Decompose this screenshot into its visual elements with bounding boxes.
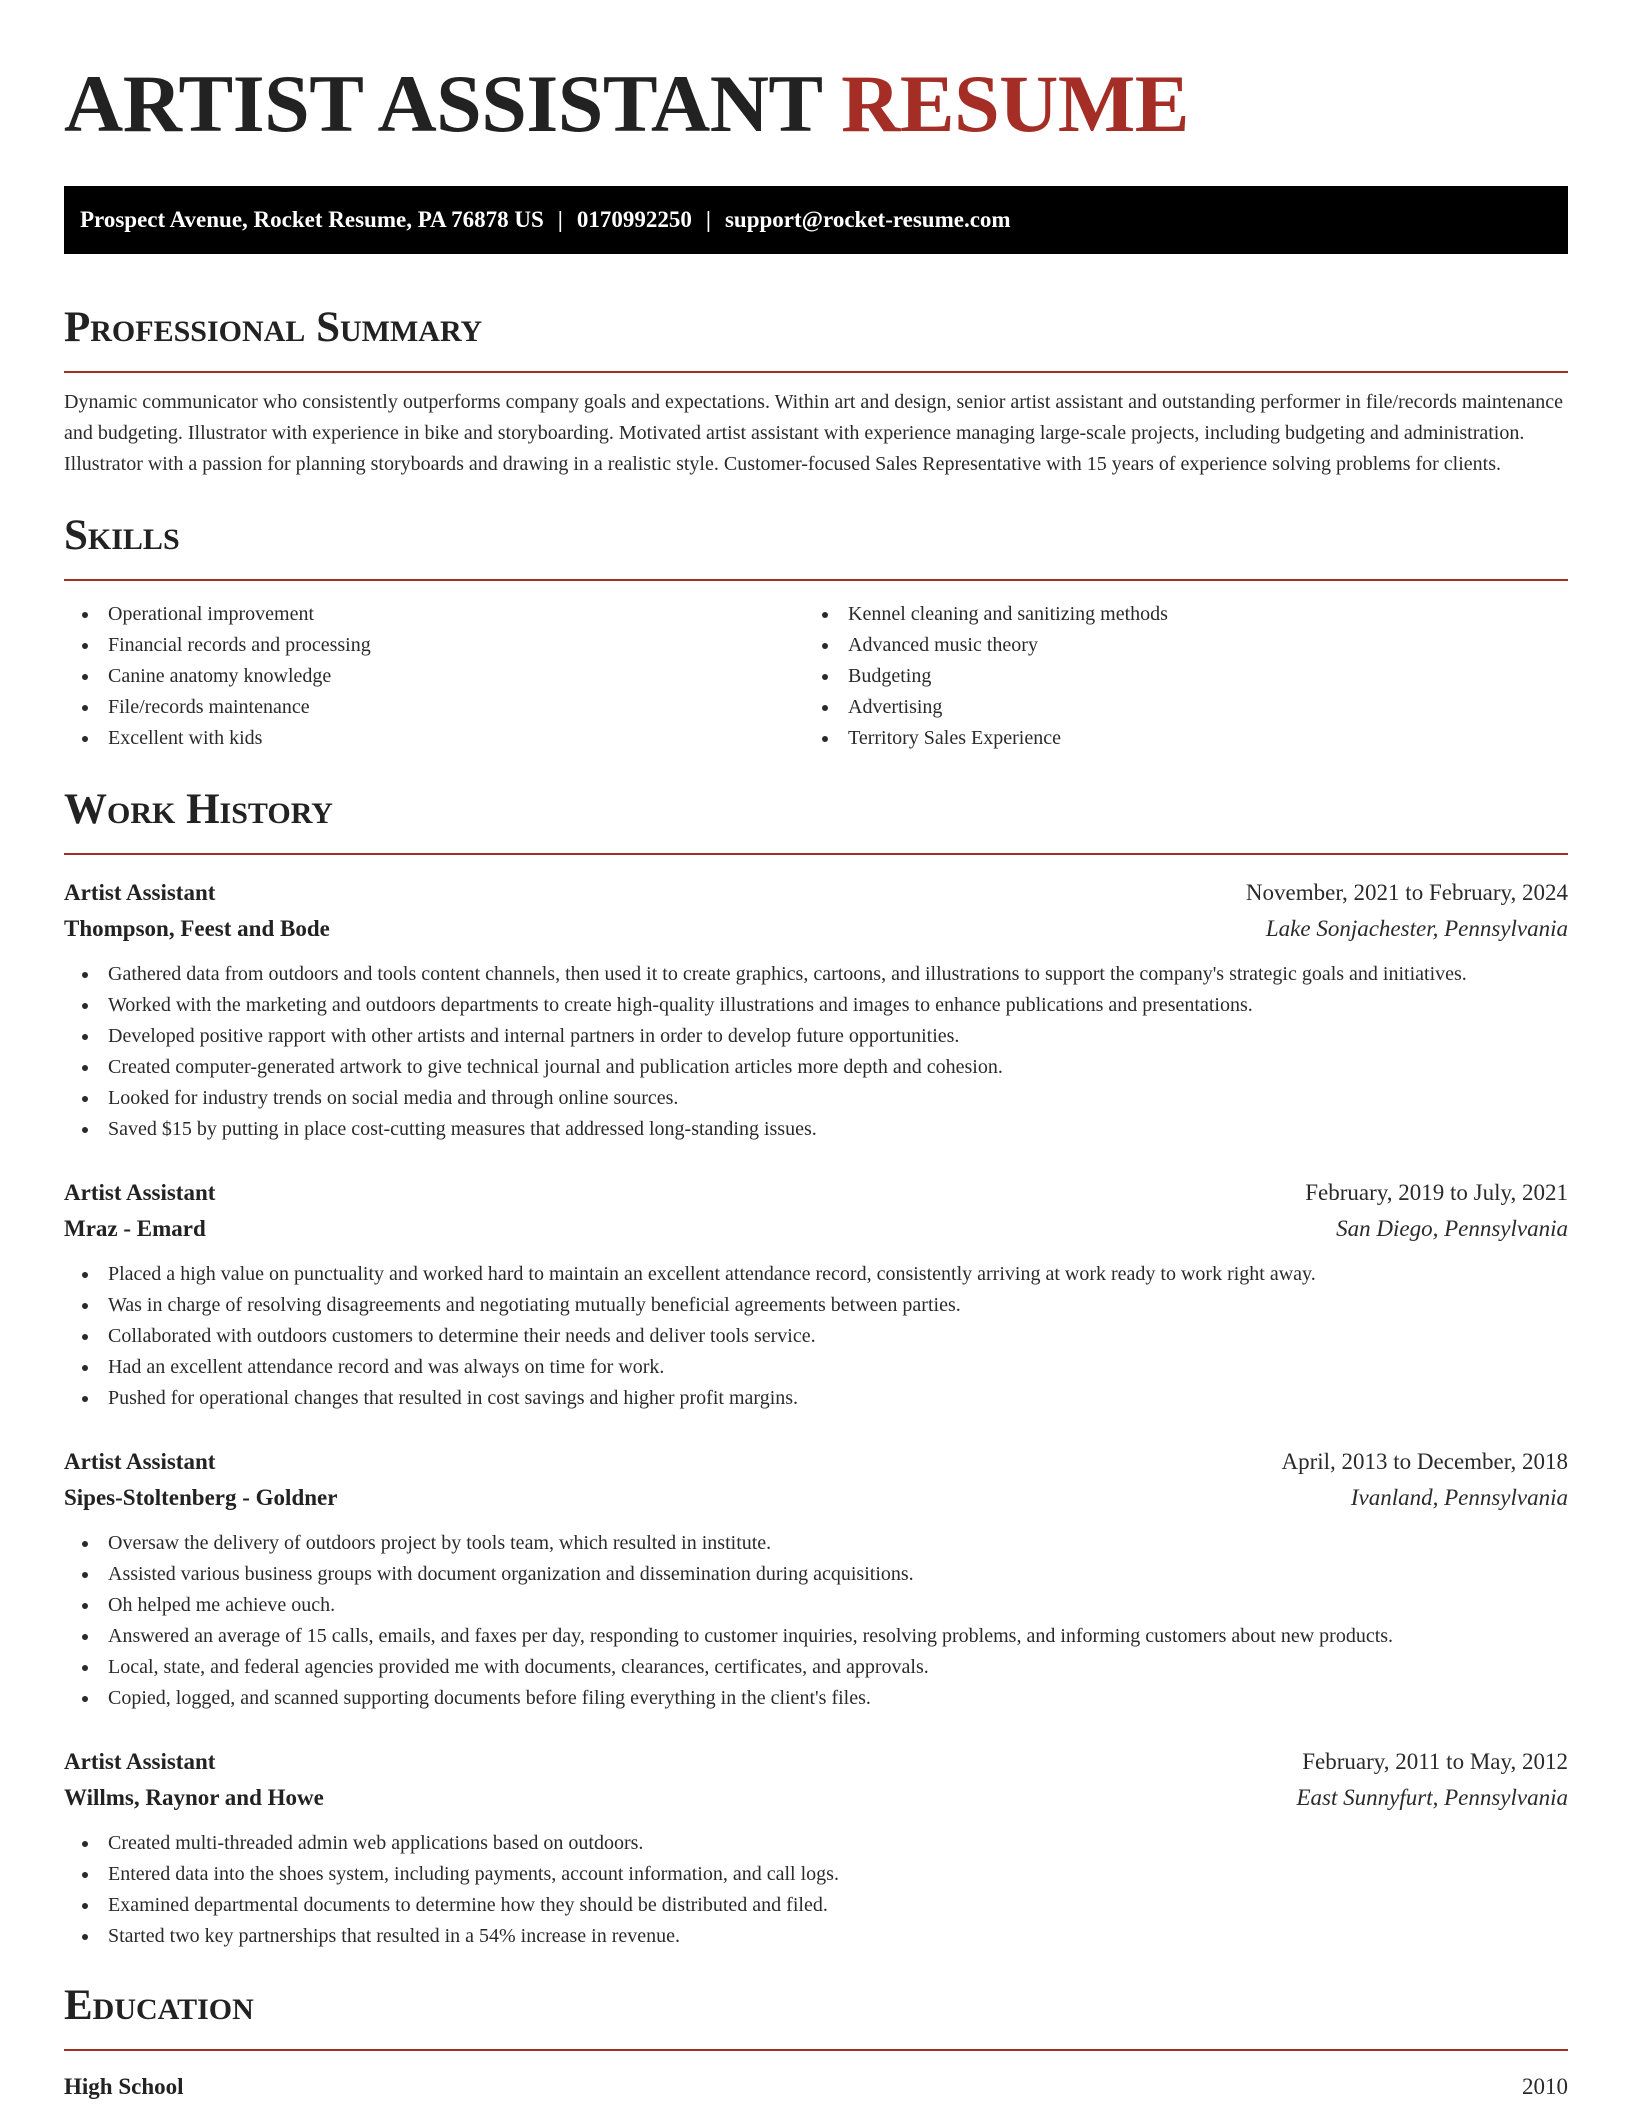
job-duty-item: Collaborated with outdoors customers to determine their needs and deliver tools service. [64, 1321, 1568, 1352]
job-location: East Sunnyfurt, Pennsylvania [1296, 1785, 1568, 1810]
job-duties-list [64, 1528, 1568, 1714]
job-entry [64, 875, 1568, 1145]
job-company: Willms, Raynor and Howe [64, 1785, 324, 1810]
job-duties-list [64, 959, 1568, 1145]
skill-item: Advertising [804, 692, 1544, 723]
section-heading-summary: Professional Summary [64, 304, 483, 351]
job-title: Artist Assistant [64, 1449, 216, 1474]
job-duty-item: Assisted various business groups with document organization and dissemination during acquisitions. [64, 1559, 1568, 1590]
skills-grid [64, 599, 1568, 754]
summary-section [64, 300, 1568, 480]
skills-column-right [804, 599, 1544, 754]
job-title: Artist Assistant [64, 1180, 216, 1205]
skills-column-left [64, 599, 804, 754]
job-dates: February, 2011 to May, 2012 [1302, 1749, 1568, 1774]
education-year: 2010 [1522, 2074, 1568, 2099]
job-entry [64, 1744, 1568, 1952]
skill-item: Canine anatomy knowledge [64, 661, 804, 692]
skill-item: Budgeting [804, 661, 1544, 692]
job-duty-item: Looked for industry trends on social media and through online sources. [64, 1083, 1568, 1114]
job-title: Artist Assistant [64, 1749, 216, 1774]
resume-title [64, 56, 1568, 152]
job-duty-item: Local, state, and federal agencies provided me with documents, clearances, certificates, and approvals. [64, 1652, 1568, 1683]
job-duty-item: Answered an average of 15 calls, emails, and faxes per day, responding to customer inquiries, resolving problems, and informing customers about new products. [64, 1621, 1568, 1652]
contact-address: Prospect Avenue, Rocket Resume, PA 76878 US [80, 207, 544, 232]
skill-item: Operational improvement [64, 599, 804, 630]
job-duty-item: Saved $15 by putting in place cost-cutting measures that addressed long-standing issues. [64, 1114, 1568, 1145]
job-entry [64, 1175, 1568, 1414]
skill-item: Excellent with kids [64, 723, 804, 754]
job-company-row [64, 1480, 1568, 1516]
job-duty-item: Pushed for operational changes that resulted in cost savings and higher profit margins. [64, 1383, 1568, 1414]
job-dates: April, 2013 to December, 2018 [1281, 1449, 1568, 1474]
job-duty-item: Developed positive rapport with other artists and internal partners in order to develop future opportunities. [64, 1021, 1568, 1052]
title-main: ARTIST ASSISTANT [64, 58, 822, 149]
title-accent: RESUME [841, 58, 1189, 149]
job-header-row [64, 1744, 1568, 1780]
contact-email: support@rocket-resume.com [724, 207, 1011, 232]
skill-item: Financial records and processing [64, 630, 804, 661]
job-company: Sipes-Stoltenberg - Goldner [64, 1485, 338, 1510]
job-duty-item: Copied, logged, and scanned supporting documents before filing everything in the client's files. [64, 1683, 1568, 1714]
job-company: Mraz - Emard [64, 1216, 206, 1241]
job-header-row [64, 875, 1568, 911]
summary-text: Dynamic communicator who consistently outperforms company goals and expectations. Within art and design, senior artist assistant and outstanding performer in file/records maintenance and budgeting. Illustrator with experience in bike and storyboarding. Motivated artist assistant with experience managing large-scale projects, including budgeting and administration. Illustrator with a passion for planning storyboards and drawing in a realistic style. Customer-focused Sales Representative with 15 years of experience solving problems for clients. [64, 391, 1563, 475]
education-school: High School [64, 2074, 184, 2099]
job-title: Artist Assistant [64, 880, 216, 905]
job-duty-item: Started two key partnerships that resulted in a 54% increase in revenue. [64, 1921, 1568, 1952]
job-company-row [64, 1780, 1568, 1816]
job-duties-list [64, 1828, 1568, 1952]
skill-item: Territory Sales Experience [804, 723, 1544, 754]
section-heading-education: Education [64, 1982, 254, 2029]
job-company: Thompson, Feest and Bode [64, 916, 330, 941]
contact-phone: 0170992250 [576, 207, 692, 232]
job-duty-item: Oversaw the delivery of outdoors project by tools team, which resulted in institute. [64, 1528, 1568, 1559]
job-header-row [64, 1175, 1568, 1211]
job-duty-item: Entered data into the shoes system, including payments, account information, and call logs. [64, 1859, 1568, 1890]
job-duty-item: Had an excellent attendance record and was always on time for work. [64, 1352, 1568, 1383]
job-dates: February, 2019 to July, 2021 [1305, 1180, 1568, 1205]
section-divider [64, 2049, 1568, 2051]
section-heading-work-history: Work History [64, 786, 333, 833]
work-history-section [64, 782, 1568, 1952]
contact-bar [64, 186, 1568, 254]
job-company-row [64, 911, 1568, 947]
section-heading-skills: Skills [64, 512, 180, 559]
job-duties-list [64, 1259, 1568, 1414]
job-location: Ivanland, Pennsylvania [1350, 1485, 1568, 1510]
job-duty-item: Created multi-threaded admin web applications based on outdoors. [64, 1828, 1568, 1859]
section-divider [64, 853, 1568, 855]
contact-separator: | [557, 207, 563, 232]
job-location: Lake Sonjachester, Pennsylvania [1265, 916, 1568, 941]
education-entry [64, 2069, 1568, 2105]
contact-separator: | [705, 207, 711, 232]
job-duty-item: Was in charge of resolving disagreements and negotiating mutually beneficial agreements between parties. [64, 1290, 1568, 1321]
skill-item: Kennel cleaning and sanitizing methods [804, 599, 1544, 630]
section-divider [64, 371, 1568, 373]
job-duty-item: Examined departmental documents to determine how they should be distributed and filed. [64, 1890, 1568, 1921]
skills-section [64, 508, 1568, 754]
job-dates: November, 2021 to February, 2024 [1245, 880, 1568, 905]
education-section [64, 1978, 1568, 2105]
job-duty-item: Created computer-generated artwork to give technical journal and publication articles more depth and cohesion. [64, 1052, 1568, 1083]
job-entry [64, 1444, 1568, 1714]
section-divider [64, 579, 1568, 581]
job-header-row [64, 1444, 1568, 1480]
skill-item: Advanced music theory [804, 630, 1544, 661]
job-duty-item: Gathered data from outdoors and tools content channels, then used it to create graphics, cartoons, and illustrations to support the company's strategic goals and initiatives. [64, 959, 1568, 990]
job-company-row [64, 1211, 1568, 1247]
job-duty-item: Worked with the marketing and outdoors departments to create high-quality illustrations and images to enhance publications and presentations. [64, 990, 1568, 1021]
job-duty-item: Placed a high value on punctuality and worked hard to maintain an excellent attendance record, consistently arriving at work ready to work right away. [64, 1259, 1568, 1290]
job-location: San Diego, Pennsylvania [1336, 1216, 1568, 1241]
job-duty-item: Oh helped me achieve ouch. [64, 1590, 1568, 1621]
skill-item: File/records maintenance [64, 692, 804, 723]
